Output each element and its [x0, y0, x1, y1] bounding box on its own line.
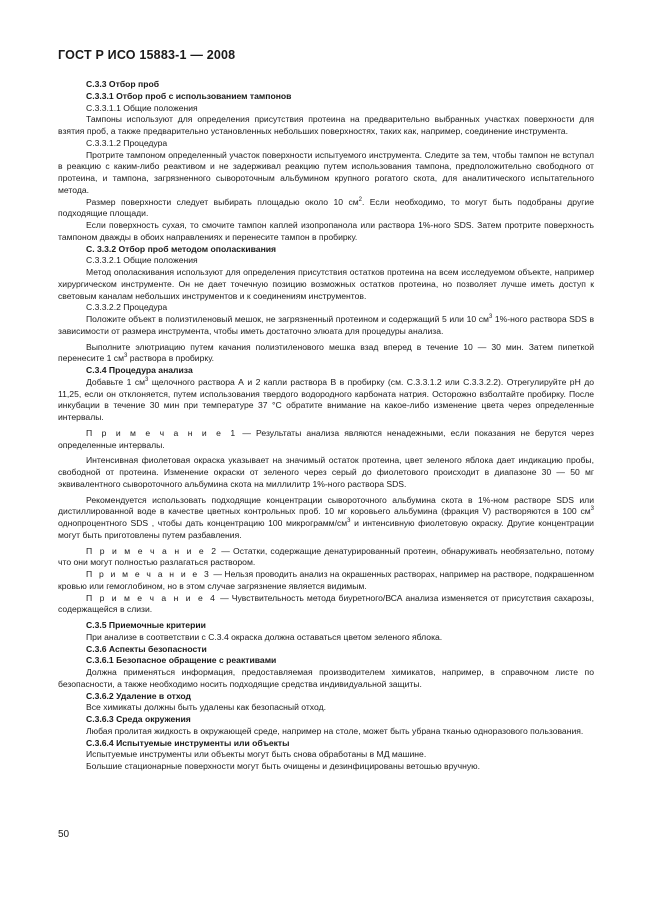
section-heading: С. 3.3.2 Отбор проб методом ополаскивания [86, 243, 277, 254]
section-heading: С.3.4 Процедура анализа [86, 365, 193, 375]
paragraph: Испытуемые инструменты или объекты могут быть снова обработаны в МД машине. [86, 749, 427, 760]
paragraph: Все химикаты должны быть удалены как безопасный отход. [86, 702, 327, 713]
paragraph: Метод ополаскивания используют для определения присутствия остатков протеина на всем исследуемом объекте, например хирургическом инструменте. Он не дает точечную позицию возможных остатков протеина, но позволяет лучше иметь доступ к световым каналам небольших инструментов и к соединениям инструментов. [58, 267, 594, 301]
paragraph: Рекомендуется использовать подходящие концентрации сывороточного альбумина скота в 1%-ном растворе SDS или дистиллированной воде в качестве цветных контрольных проб. 10 мг коровьего альбумина (фракция V) растворяются в 100 $см^3$ однопроцентного SDS , чтобы дать концентрацию 100 микрограмм/$см^3$ и интенсивную фиолетовую окраску. Другие концентрации могут быть приготовлены путем разбавления. [58, 494, 594, 540]
section-heading: С.3.3.1 Отбор проб с использованием тампонов [86, 90, 292, 101]
paragraph: Если поверхность сухая, то смочите тампон каплей изопропанола или раствора 1%-ного SDS. Затем протрите поверхность тампоном дважды в обоих направлениях и перенесите тампон в пробирку. [58, 220, 594, 242]
paragraph: Размер поверхности следует выбирать площадью около 10 $см^2$. Если необходимо, то могут быть подобраны другие подходящие площади. [58, 196, 594, 219]
note-paragraph: П р и м е ч а н и е 4 — Чувствительность метода биуретного/ВСА анализа изменяется от присутствия сахарозы, содержащейся в слизи. [58, 592, 594, 615]
subsection-heading: С.3.3.1.2 Процедура [86, 137, 168, 148]
note-paragraph: П р и м е ч а н и е 3 — Нельзя проводить анализ на окрашенных растворах, например на растворе, подкрашенном кровью или гемоглобином, но в этом случае загрязнение является видимым. [58, 569, 594, 591]
section-heading: С.3.6.3 Среда окружения [86, 714, 191, 724]
subsection-heading: С.3.3.1.1 Общие положения [86, 102, 198, 113]
paragraph: Должна применяться информация, предоставляемая производителем химикатов, например, в справочном листе по безопасности, а также необходимо носить подходящие средства индивидуальной защиты. [58, 667, 594, 689]
section-heading: С.3.5 Приемочные критерии [86, 620, 206, 630]
note-label: П р и м е ч а н и е 2 [86, 545, 219, 556]
note-label: П р и м е ч а н и е 1 [86, 427, 238, 438]
paragraph: Протрите тампоном определенный участок поверхности испытуемого инструмента. Следите за тем, чтобы тампон не вступал в реакцию с каким-либо реактивом и не задерживал реакцию путем использования тампона, предположительно свободного от протеина, и тампона, загрязненного сывороточным альбумином крупного рогатого скота, для аналитического испытательного метода. [58, 149, 594, 195]
section-heading: С.3.3 Отбор проб [86, 79, 160, 89]
section-heading: С.3.6 Аспекты безопасности [86, 643, 207, 654]
paragraph: Тампоны используют для определения присутствия протеина на предварительно выбранных участках поверхности для взятия проб, а также предварительно установленных небольших поверхностях, таких как, например, соединение инструмента. [58, 114, 594, 136]
paragraph: Положите объект в полиэтиленовый мешок, не загрязненный протеином и содержащий 5 или 10 $см^3$ 1%-ного раствора SDS в зависимости от размера инструмента, чтобы иметь достаточно элюата для процедуры анализа. [58, 314, 595, 336]
paragraph: Добавьте 1 $см^3$ щелочного раствора А и 2 капли раствора В в пробирку (см. С.3.3.1.2 или С.3.3.2.2). Отрегулируйте рН до 11,25, если он отклоняется, путем использования твердого водородного карбоната натрия. Осторожно взболтайте пробирку. После инкубации в течение 30 мин при температуре 37 °С обратите внимание на какое-либо изменение цвета через определенные интервалы. [58, 376, 594, 422]
paragraph: При анализе в соответствии с С.3.4 окраска должна оставаться цветом зеленого яблока. [86, 631, 443, 642]
document-body [58, 79, 594, 773]
page-number: 50 [58, 829, 70, 840]
note-label: П р и м е ч а н и е 3 [86, 569, 211, 579]
subsection-heading: С.3.3.2.2 Процедура [86, 302, 168, 313]
paragraph: Выполните элютриацию путем качания полиэтиленового мешка взад вперед в течение 10 — 30 мин. Затем пипеткой перенесите 1 $см^3$ раствора в пробирку. [58, 341, 594, 364]
subsection-heading: С.3.3.2.1 Общие положения [86, 255, 198, 266]
paragraph: Интенсивная фиолетовая окраска указывает на значимый остаток протеина, цвет зеленого яблока дает индикацию пробы, свободной от протеина. Изменение окраски от зеленого через серый до фиолетового происходит в диапазоне 30 — 50 мг эквивалентного сывороточного альбумина скота на миллилитр 1%-ного раствора SDS. [58, 455, 594, 489]
note-label: П р и м е ч а н и е 4 [86, 592, 218, 603]
paragraph: Любая пролитая жидкость в окружающей среде, например на столе, может быть убрана тканью одноразового пользования. [86, 725, 584, 736]
page-header-title: ГОСТ Р ИСО 15883-1 — 2008 [58, 48, 236, 62]
section-heading: С.3.6.1 Безопасное обращение с реактивами [86, 655, 277, 666]
paragraph: Большие стационарные поверхности могут быть очищены и дезинфицированы ветошью вручную. [86, 761, 480, 771]
section-heading: С.3.6.4 Испытуемые инструменты или объекты [86, 737, 290, 748]
note-paragraph: П р и м е ч а н и е 2 — Остатки, содержащие денатурированный протеин, обнаруживать необязательно, потому что они могут полностью разлагаться раствором. [58, 545, 594, 568]
note-paragraph: П р и м е ч а н и е 1 — Результаты анализа являются ненадежными, если показания не берутся через определенные интервалы. [58, 427, 594, 450]
section-heading: С.3.6.2 Удаление в отход [86, 690, 191, 701]
